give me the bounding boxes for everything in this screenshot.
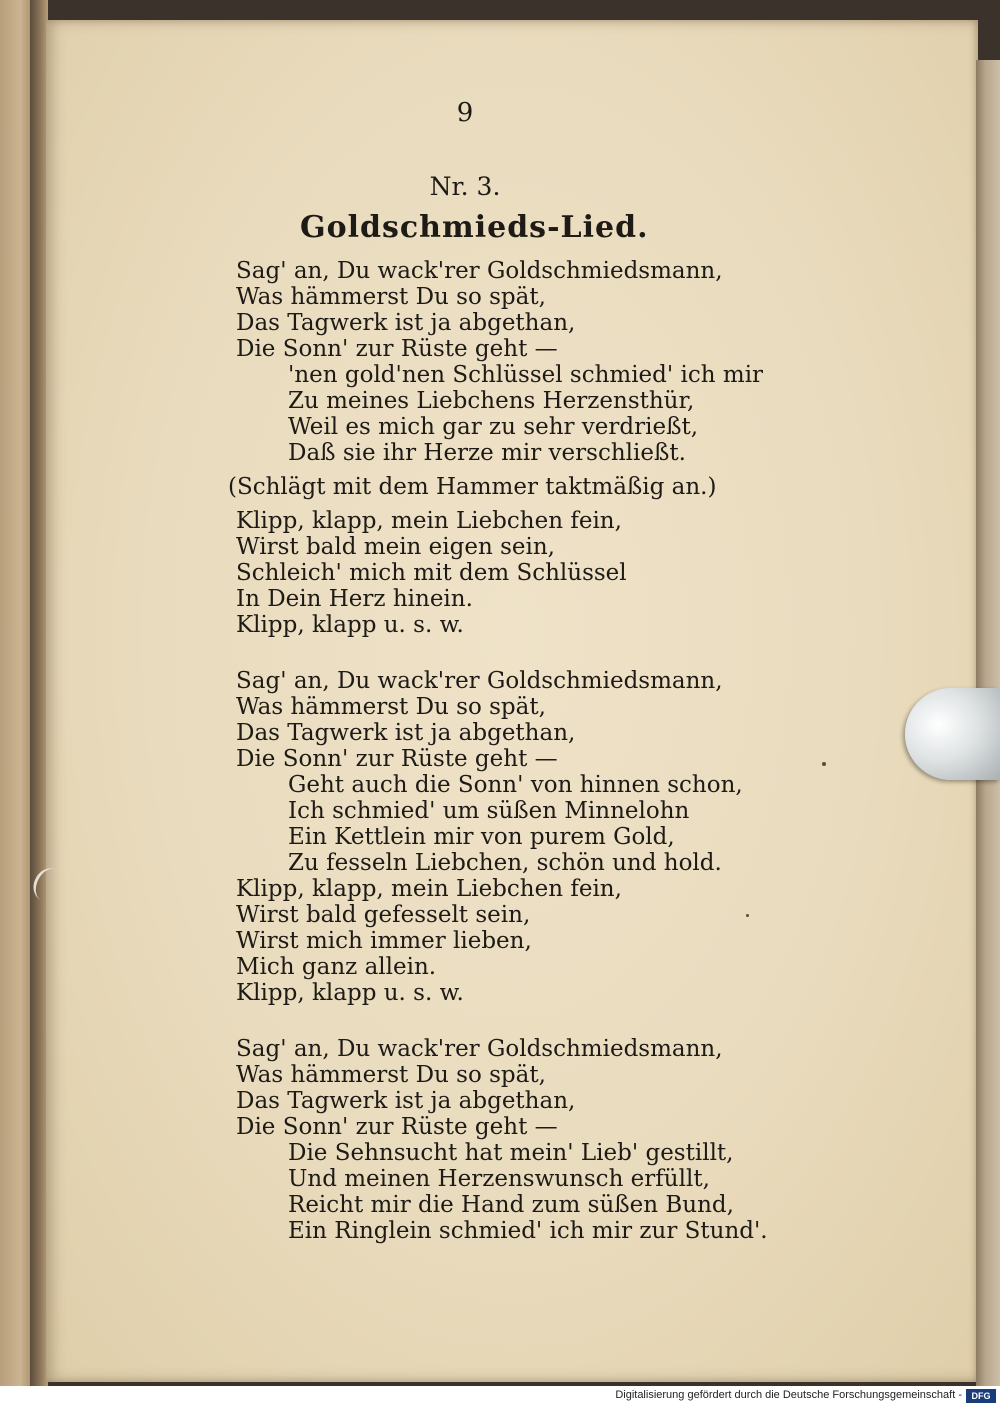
digitization-footer [0, 1386, 1000, 1407]
stanza-2 [236, 668, 743, 1006]
ink-speck [746, 914, 749, 917]
page-clip [905, 688, 1000, 780]
verse-line: Daß sie ihr Herze mir verschließt. [288, 440, 686, 466]
verse-line: Wirst bald gefesselt sein, [236, 902, 531, 928]
verse-line: Die Sonn' zur Rüste geht — [236, 1114, 558, 1140]
verse-line: Wirst mich immer lieben, [236, 928, 532, 954]
verse-line: Und meinen Herzenswunsch erfüllt, [288, 1166, 710, 1192]
verse-line: Sag' an, Du wack'rer Goldschmiedsmann, [236, 668, 723, 694]
stanza-1 [236, 258, 763, 466]
verse-line: Ein Ringlein schmied' ich mir zur Stund'. [288, 1218, 768, 1244]
verse-line: Die Sonn' zur Rüste geht — [236, 336, 558, 362]
verse-line: Mich ganz allein. [236, 954, 437, 980]
verse-line: Klipp, klapp u. s. w. [236, 980, 464, 1006]
verse-line: Das Tagwerk ist ja abgethan, [236, 1088, 576, 1114]
song-number: Nr. 3. [429, 172, 501, 201]
verse-line: Was hämmerst Du so spät, [236, 284, 546, 310]
dfg-logo: DFG [966, 1389, 996, 1403]
verse-line: Klipp, klapp, mein Liebchen fein, [236, 876, 622, 902]
verse-line: Ich schmied' um süßen Minnelohn [288, 798, 690, 824]
verse-line: Zu fesseln Liebchen, schön und hold. [288, 850, 722, 876]
verse-line: Klipp, klapp, mein Liebchen fein, [236, 508, 622, 534]
funding-notice: Digitalisierung gefördert durch die Deutsche Forschungsgemeinschaft - [615, 1389, 962, 1401]
verse-line: Reicht mir die Hand zum süßen Bund, [288, 1192, 734, 1218]
refrain-1 [236, 508, 627, 638]
verse-line: Schleich' mich mit dem Schlüssel [236, 560, 627, 586]
verse-line: Die Sehnsucht hat mein' Lieb' gestillt, [288, 1140, 734, 1166]
verse-line: Klipp, klapp u. s. w. [236, 612, 464, 638]
verse-line: Zu meines Liebchens Herzensthür, [288, 388, 695, 414]
verse-line: In Dein Herz hinein. [236, 586, 473, 612]
ink-speck [822, 762, 826, 766]
verse-line: Ein Kettlein mir von purem Gold, [288, 824, 675, 850]
verse-line: Das Tagwerk ist ja abgethan, [236, 720, 576, 746]
verse-line: Die Sonn' zur Rüste geht — [236, 746, 558, 772]
verse-line: Weil es mich gar zu sehr verdrießt, [288, 414, 699, 440]
verse-line: 'nen gold'nen Schlüssel schmied' ich mir [288, 362, 764, 388]
verse-line: Was hämmerst Du so spät, [236, 694, 546, 720]
stage-direction: (Schlägt mit dem Hammer taktmäßig an.) [228, 474, 717, 500]
verse-line: Was hämmerst Du so spät, [236, 1062, 546, 1088]
verse-line: Sag' an, Du wack'rer Goldschmiedsmann, [236, 1036, 723, 1062]
verse-line: Das Tagwerk ist ja abgethan, [236, 310, 576, 336]
opposite-page-edge [0, 0, 34, 1386]
page-number: 9 [456, 98, 474, 128]
verse-line: Sag' an, Du wack'rer Goldschmiedsmann, [236, 258, 723, 284]
stanza-3 [236, 1036, 768, 1244]
song-title: Goldschmieds-Lied. [300, 210, 649, 245]
verse-line: Geht auch die Sonn' von hinnen schon, [288, 772, 743, 798]
verse-line: Wirst bald mein eigen sein, [236, 534, 555, 560]
